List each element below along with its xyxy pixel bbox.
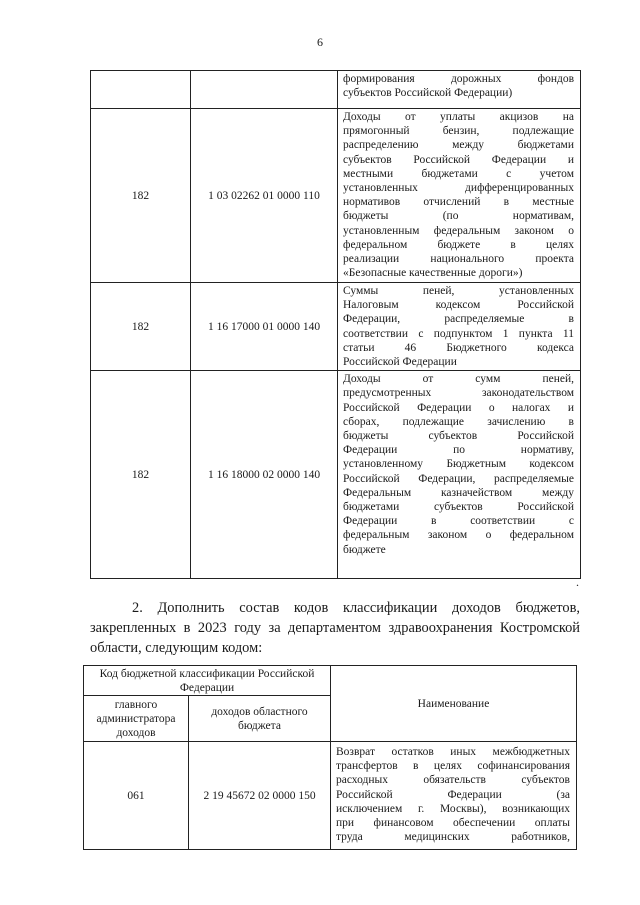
header-income: доходов областного бюджета: [189, 696, 331, 742]
description-line: нормативов отчислений в местные: [343, 196, 574, 209]
description-line: Российской Федерации, распределяемые: [343, 472, 574, 485]
description-line: Доходы от сумм пеней,: [343, 373, 574, 386]
description-line: Федерации по нормативу,: [343, 444, 574, 457]
description-line: бюджете: [343, 543, 386, 556]
table-row: [91, 109, 581, 283]
page-number: 6: [317, 35, 323, 49]
header-code-group: Код бюджетной классификации Российской Федерации: [84, 666, 331, 696]
description-line: федеральным законом о федеральном: [343, 529, 574, 542]
description-line: прямогонный бензин, подлежащие: [343, 125, 574, 138]
description-line: соответствии с подпунктом 1 пункта 11: [343, 327, 574, 340]
header-admin: главного администратора доходов: [84, 696, 189, 742]
description-line: федеральном бюджете в целях: [343, 238, 574, 251]
description-line: исключением г. Москвы), возникающих: [336, 802, 570, 815]
description-cell: [338, 283, 581, 371]
description-line: Федеральным казначейством между: [343, 486, 574, 499]
description-cell: [331, 742, 577, 850]
description-line: сборах, подлежащие зачислению в: [343, 415, 574, 428]
description-cell: [338, 371, 581, 579]
description-line: местными бюджетами с учетом: [343, 167, 574, 180]
description-line: предусмотренных законодательством: [343, 387, 574, 400]
revenue-codes-table-continued: [90, 70, 581, 579]
budget-code-cell: 2 19 45672 02 0000 150: [189, 742, 331, 850]
table-header-row: [84, 666, 577, 696]
budget-code-cell: 1 03 02262 01 0000 110: [191, 109, 338, 283]
description-line: трансфертов в целях софинансирования: [336, 760, 570, 773]
description-line: «Безопасные качественные дороги»): [343, 267, 523, 280]
paragraph-line: области, следующим кодом:: [90, 640, 263, 656]
description-cell: [338, 109, 581, 283]
description-line: при финансовом обеспечении оплаты: [336, 817, 570, 830]
budget-code-cell: [191, 71, 338, 109]
description-line: Возврат остатков иных межбюджетных: [336, 746, 570, 758]
table-row: [84, 742, 577, 850]
description-line: субъектов Российской Федерации): [343, 87, 513, 100]
description-line: статьи 46 Бюджетного кодекса: [343, 341, 574, 354]
paragraph-line: 2. Дополнить состав кодов классификации доходов бюджетов,: [132, 600, 580, 616]
budget-code-cell: 1 16 17000 01 0000 140: [191, 283, 338, 371]
new-code-table: [83, 665, 577, 850]
description-line: расходных обязательств субъектов: [336, 774, 570, 787]
admin-code-cell: 061: [84, 742, 189, 850]
description-line: бюджетами субъектов Российской: [343, 501, 574, 514]
table-row: [91, 71, 581, 109]
description-line: реализации национального проекта: [343, 253, 574, 266]
description-cell: [338, 71, 581, 109]
header-name: Наименование: [331, 666, 577, 742]
description-line: распределению между бюджетами: [343, 139, 574, 152]
table-row: [91, 371, 581, 579]
admin-code-cell: 182: [91, 283, 191, 371]
description-line: Доходы от уплаты акцизов на: [343, 111, 574, 123]
description-line: Суммы пеней, установленных: [343, 285, 574, 297]
admin-code-cell: [91, 71, 191, 109]
admin-code-cell: 182: [91, 371, 191, 579]
budget-code-cell: 1 16 18000 02 0000 140: [191, 371, 338, 579]
description-line: Федерации, распределяемые в: [343, 313, 574, 326]
description-line: труда медицинских работников,: [336, 831, 570, 844]
amendment-paragraph: [90, 598, 580, 658]
description-line: установленных дифференцированных: [343, 182, 574, 195]
description-line: субъектов Российской Федерации и: [343, 153, 574, 166]
description-line: бюджеты субъектов Российской: [343, 430, 574, 443]
description-line: Федерации в соответствии с: [343, 515, 574, 528]
description-line: формирования дорожных фондов: [343, 73, 574, 85]
description-line: установленному Бюджетным кодексом: [343, 458, 574, 471]
description-line: Российской Федерации: [343, 356, 457, 369]
description-line: Российской Федерации (за: [336, 788, 570, 801]
table-row: [91, 283, 581, 371]
description-line: бюджеты (по нормативам,: [343, 210, 574, 223]
paragraph-line: закрепленных в 2023 году за департаментом здравоохранения Костромской: [90, 620, 580, 636]
description-line: Российской Федерации о налогах и: [343, 401, 574, 414]
description-line: Налоговым кодексом Российской: [343, 299, 574, 312]
description-line: установленным федеральным законом о: [343, 224, 574, 237]
trailing-period: .: [576, 575, 579, 589]
admin-code-cell: 182: [91, 109, 191, 283]
